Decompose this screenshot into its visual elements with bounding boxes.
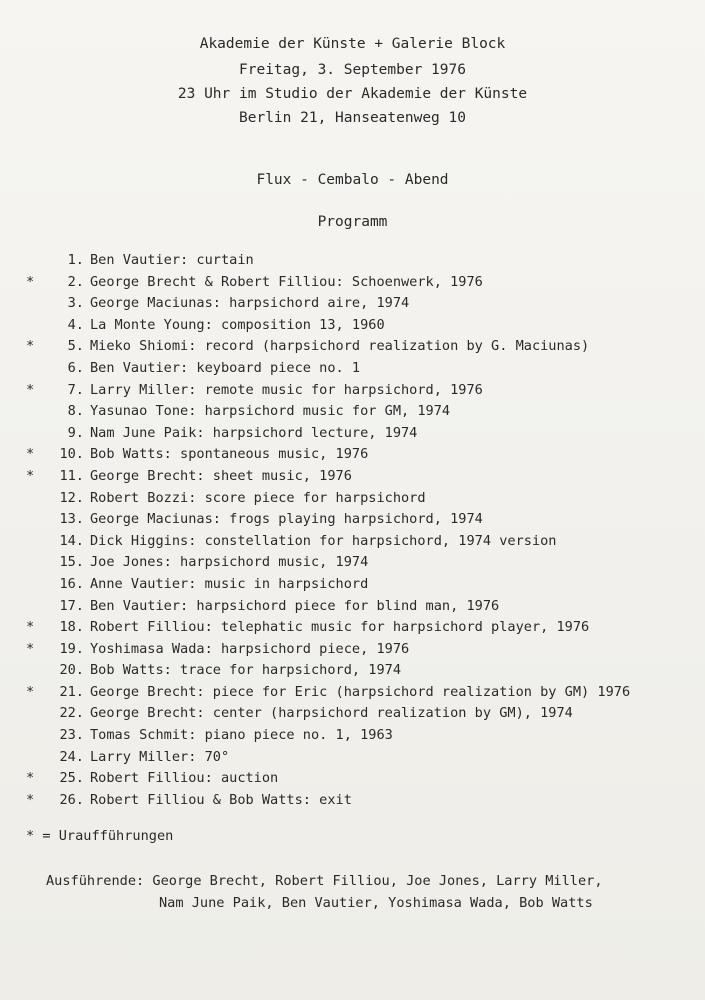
program-item-number: 7. [67, 381, 84, 398]
program-item [26, 444, 696, 466]
performers-line-2: Nam June Paik, Ben Vautier, Yoshimasa Wada, Bob Watts [159, 895, 593, 911]
program-item-text: Yoshimasa Wada: harpsichord piece, 1976 [90, 640, 410, 657]
program-item-text: Tomas Schmit: piano piece no. 1, 1963 [90, 727, 393, 744]
program-item [26, 790, 696, 812]
premiere-marker [26, 747, 48, 769]
time-venue-line: 23 Uhr im Studio der Akademie der Künste [177, 86, 528, 102]
program-item-text: Larry Miller: 70° [90, 748, 230, 765]
program-item [26, 617, 696, 639]
program-item-text: George Maciunas: harpsichord aire, 1974 [90, 295, 410, 312]
program-item-number: 13. [59, 511, 84, 528]
program-item-number: 17. [59, 597, 84, 614]
premiere-marker [26, 574, 48, 596]
organizer-line: Akademie der Künste + Galerie Block [199, 36, 506, 52]
premiere-marker [26, 423, 48, 445]
program-item-text: Nam June Paik: harpsichord lecture, 1974 [90, 424, 418, 441]
program-item-text: Bob Watts: spontaneous music, 1976 [90, 446, 369, 463]
premiere-marker [26, 401, 48, 423]
program-item [26, 747, 696, 769]
program-item-text: George Brecht: piece for Eric (harpsichord realization by GM) 1976 [90, 683, 631, 700]
premiere-marker [26, 531, 48, 553]
program-item [26, 293, 696, 315]
program-item-number: 19. [59, 640, 84, 657]
program-item-number: 24. [59, 748, 84, 765]
program-item-number: 6. [67, 359, 84, 376]
program-item [26, 466, 696, 488]
program-item-text: Larry Miller: remote music for harpsichord, 1976 [90, 381, 483, 398]
premiere-marker: * [26, 791, 35, 808]
program-item-text: Mieko Shiomi: record (harpsichord realization by G. Maciunas) [90, 338, 590, 355]
program-item-number: 23. [59, 727, 84, 744]
premiere-marker: * [26, 619, 35, 636]
program-heading: Programm [317, 214, 388, 230]
program-item-text: Dick Higgins: constellation for harpsichord, 1974 version [90, 532, 557, 549]
program-item [26, 423, 696, 445]
premiere-marker [26, 358, 48, 380]
program-item-number: 26. [59, 791, 84, 808]
program-item-number: 9. [67, 424, 84, 441]
date-line: Freitag, 3. September 1976 [239, 62, 466, 78]
program-item-text: Joe Jones: harpsichord music, 1974 [90, 554, 369, 571]
premiere-marker: * [26, 446, 35, 463]
program-item-number: 21. [59, 683, 84, 700]
program-item [26, 336, 696, 358]
program-item [26, 358, 696, 380]
program-item [26, 596, 696, 618]
premiere-marker [26, 703, 48, 725]
premiere-marker [26, 725, 48, 747]
program-item-text: Robert Filliou: auction [90, 770, 279, 787]
program-item [26, 272, 696, 294]
program-item-text: Ben Vautier: keyboard piece no. 1 [90, 359, 361, 376]
program-item-text: George Brecht: center (harpsichord realization by GM), 1974 [90, 705, 573, 722]
premiere-marker [26, 250, 48, 272]
premiere-marker [26, 488, 48, 510]
address-line: Berlin 21, Hanseatenweg 10 [239, 110, 466, 126]
performers-block [46, 870, 696, 914]
premiere-marker [26, 552, 48, 574]
program-item [26, 250, 696, 272]
program-item [26, 639, 696, 661]
premiere-marker: * [26, 338, 35, 355]
program-item [26, 703, 696, 725]
program-item-text: Ben Vautier: curtain [90, 252, 254, 268]
program-item [26, 660, 696, 682]
program-item [26, 380, 696, 402]
premiere-marker: * [26, 683, 35, 700]
premiere-legend: * = Uraufführungen [26, 828, 174, 844]
premiere-marker [26, 293, 48, 315]
performers-line-1: Ausführende: George Brecht, Robert Filliou, Joe Jones, Larry Miller, [46, 873, 603, 889]
program-item-number: 22. [59, 705, 84, 722]
program-item-text: La Monte Young: composition 13, 1960 [90, 316, 385, 333]
program-item-number: 18. [59, 619, 84, 636]
premiere-marker [26, 596, 48, 618]
program-item-number: 4. [67, 316, 84, 333]
program-item-text: Robert Filliou & Bob Watts: exit [90, 791, 352, 808]
program-item-text: George Brecht: sheet music, 1976 [90, 467, 352, 484]
program-item [26, 552, 696, 574]
program-item-number: 11. [59, 467, 84, 484]
program-item-number: 5. [67, 338, 84, 355]
program-item-text: Ben Vautier: harpsichord piece for blind man, 1976 [90, 597, 500, 614]
program-item-number: 16. [59, 575, 84, 592]
program-item-number: 10. [59, 446, 84, 463]
program-item [26, 401, 696, 423]
program-item-number: 12. [59, 489, 84, 506]
premiere-marker [26, 509, 48, 531]
program-item-text: Anne Vautier: music in harpsichord [90, 575, 369, 592]
program-item [26, 315, 696, 337]
program-item-number: 14. [59, 532, 84, 549]
program-item [26, 682, 696, 704]
program-item-number: 1. [67, 252, 84, 268]
premiere-marker [26, 660, 48, 682]
program-item-text: Yasunao Tone: harpsichord music for GM, 1974 [90, 403, 451, 420]
program-item-number: 8. [67, 403, 84, 420]
premiere-marker: * [26, 273, 35, 290]
program-item-number: 25. [59, 770, 84, 787]
program-item [26, 574, 696, 596]
program-item-number: 3. [67, 295, 84, 312]
premiere-marker [26, 315, 48, 337]
program-item-text: Robert Filliou: telephatic music for harpsichord player, 1976 [90, 619, 590, 636]
program-item-text: Robert Bozzi: score piece for harpsichord [90, 489, 426, 506]
program-item-number: 2. [67, 273, 84, 290]
program-item [26, 725, 696, 747]
program-list [26, 250, 696, 811]
program-item [26, 531, 696, 553]
program-item [26, 488, 696, 510]
premiere-marker: * [26, 381, 35, 398]
event-header [0, 32, 705, 130]
program-item-text: George Brecht & Robert Filliou: Schoenwerk, 1976 [90, 273, 483, 290]
program-item [26, 509, 696, 531]
premiere-marker: * [26, 770, 35, 787]
program-item-text: Bob Watts: trace for harpsichord, 1974 [90, 662, 401, 679]
premiere-marker: * [26, 640, 35, 657]
program-item-number: 20. [59, 662, 84, 679]
premiere-marker: * [26, 467, 35, 484]
program-item-text: George Maciunas: frogs playing harpsichord, 1974 [90, 511, 483, 528]
event-title: Flux - Cembalo - Abend [256, 172, 449, 188]
program-item-number: 15. [59, 554, 84, 571]
program-item [26, 768, 696, 790]
